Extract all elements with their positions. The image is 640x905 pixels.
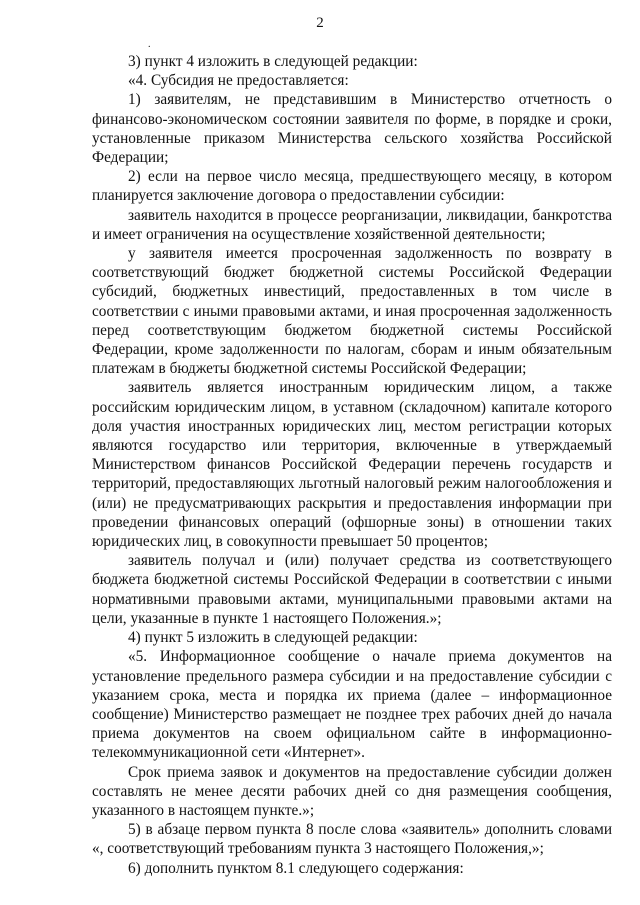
paragraph-subpoint-1: 1) заявителям, не представившим в Министерство отчетность о финансово-экономическом состоянии заявителя по форме, в порядке и сроки, установленные приказом Министерства сельского хозяйства Российской Федерации; xyxy=(92,91,612,167)
paragraph-item-6: 6) дополнить пунктом 8.1 следующего содержания: xyxy=(128,859,464,877)
page-number: 2 xyxy=(316,15,324,31)
paragraph-foreign-entity: заявитель является иностранным юридическим лицом, а также российским юридическим лицом, в уставном (складочном) капитале которого доля участия иностранных юридических лиц, местом регистрации которых являются государство или территория, включенные в утверждаемый Министерством финансов Российской Федерации перечень государств и территорий, предоставляющих льготный налоговый режим налогообложения и (или) не предусматривающих раскрытия и предоставления информации при проведении финансовых операций (офшорные зоны) в отношении таких юридических лиц, в совокупности превышает 50 процентов; xyxy=(92,379,612,551)
paragraph-deadline: Срок приема заявок и документов на предоставление субсидии должен составлять не менее десяти рабочих дней со дня размещения сообщения, указанного в настоящем пункте.»; xyxy=(92,763,612,819)
paragraph-point-5-text: «5. Информационное сообщение о начале приема документов на установление предельного размера субсидии и на предоставление субсидии с указанием срока, места и порядка их приема (далее – информационное сообщение) Министерство размещает не позднее трех рабочих дней до начала приема документов на своем официальном сайте в информационно-телекоммуникационной сети «Интернет». xyxy=(92,648,612,762)
paragraph-item-3: 3) пункт 4 изложить в следующей редакции: xyxy=(128,53,418,70)
paragraph-other-funds: заявитель получал и (или) получает средства из соответствующего бюджета бюджетной системы Российской Федерации в соответствии с иными нормативными правовыми актами, муниципальными правовыми актами на цели, указанные в пункте 1 настоящего Положения.»; xyxy=(92,552,612,627)
paragraph-reorganization: заявитель находится в процессе реорганизации, ликвидации, банкротства и имеет ограничения на осуществление хозяйственной деятельности; xyxy=(92,206,612,243)
paragraph-item-5: 5) в абзаце первом пункта 8 после слова «заявитель» дополнить словами «, соответствующий требованиям пункта 3 настоящего Положения,»; xyxy=(92,821,612,858)
paragraph-overdue-debt: у заявителя имеется просроченная задолженность по возврату в соответствующий бюджет бюджетной системы Российской Федерации субсидий, бюджетных инвестиций, предоставленных в том числе в соответствии с иными правовыми актами, и иная просроченная задолженность перед соответствующим бюджетом бюджетной системы Российской Федерации, кроме задолженности по налогам, сборам и иным обязательным платежам в бюджеты бюджетной системы Российской Федерации; xyxy=(92,245,612,378)
paragraph-item-4: 4) пункт 5 изложить в следующей редакции: xyxy=(128,629,418,647)
paragraph-point-4-heading: «4. Субсидия не предоставляется: xyxy=(128,72,349,90)
paragraph-subpoint-2: 2) если на первое число месяца, предшествующего месяцу, в котором планируется заключение договора о предоставлении субсидии: xyxy=(92,168,612,205)
document-body xyxy=(92,52,612,878)
scan-speck: . xyxy=(148,39,151,50)
